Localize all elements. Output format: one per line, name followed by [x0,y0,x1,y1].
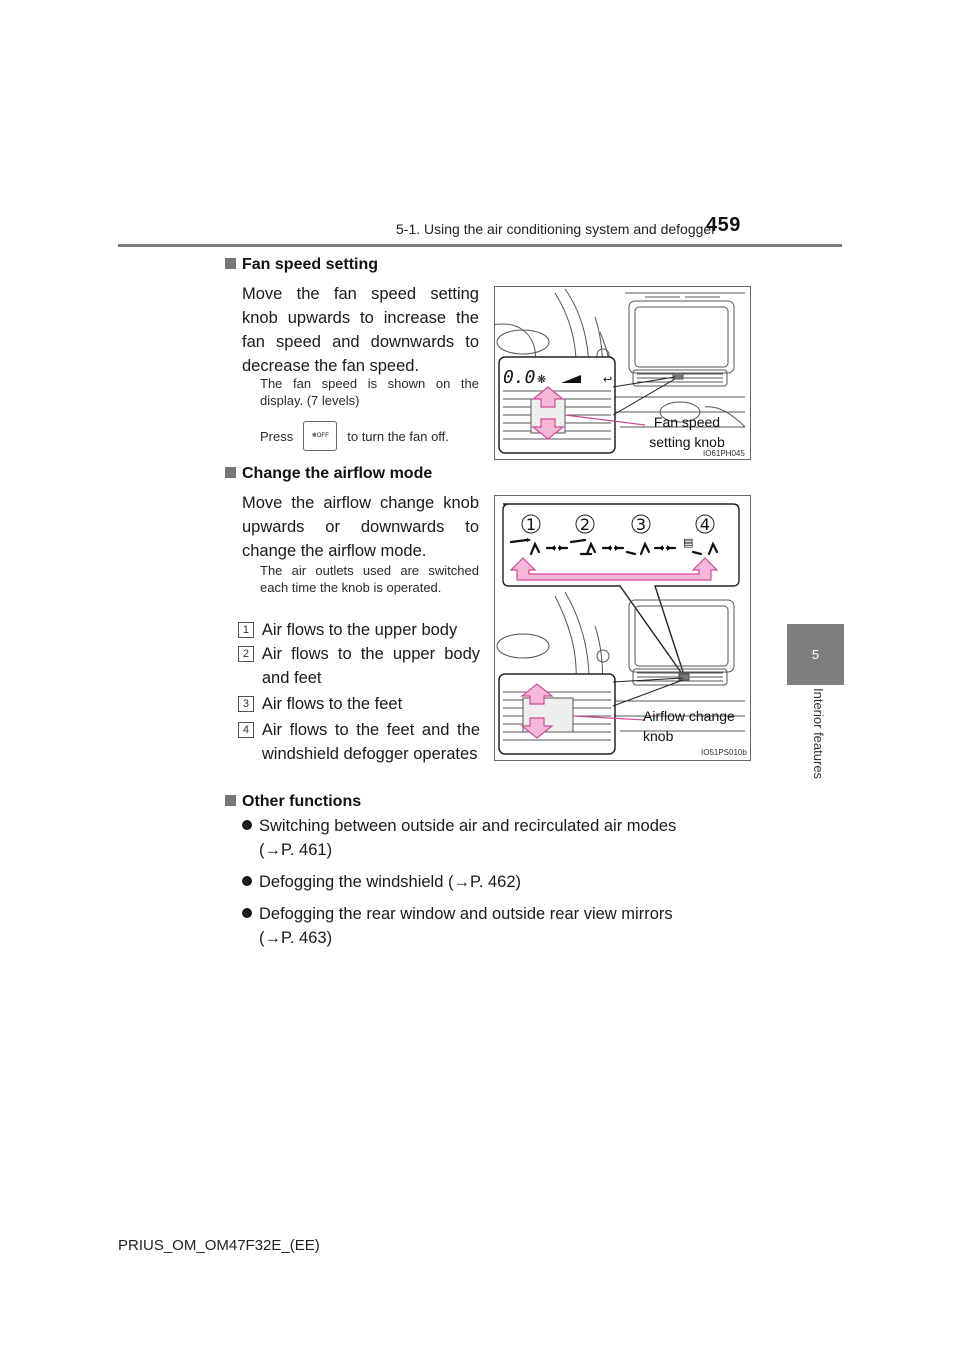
svg-text:↩: ↩ [603,373,613,386]
fan-speed-callout: Fan speed setting knob [649,414,725,450]
page-number: 459 [706,214,741,236]
list-item: 2 Air flows to the upper body and feet [238,642,480,690]
list-item: Defogging the rear window and outside rear view mirrors [242,902,762,926]
fan-off-button-icon: ❋OFF [303,421,337,451]
svg-text:1: 1 [525,515,537,534]
airflow-heading: Change the airflow mode [225,465,432,483]
fan-speed-heading: Fan speed setting [225,256,378,274]
other-functions-heading: Other functions [225,793,361,811]
airflow-body: Move the airflow change knob upwards or downwards to change the airflow mode. [242,494,479,560]
header-rule [118,244,842,247]
list-item: 1 Air flows to the upper body [238,618,480,642]
fan-off-instruction: Press ❋OFF to turn the fan off. [260,421,485,451]
square-bullet-icon [225,795,236,806]
fan-speed-note: The fan speed is shown on the display. (7 levels) [260,376,479,408]
chapter-title: Interior features [811,688,826,780]
display-reading: 0.0 [503,367,536,388]
svg-text:▤: ▤ [683,536,694,549]
list-item: 3 Air flows to the feet [238,692,480,716]
section-title: 5-1. Using the air conditioning system and defogger [396,221,716,237]
svg-text:3: 3 [635,515,647,534]
other-functions-list [242,814,762,950]
bullet-icon [242,876,252,886]
fan-speed-body: Move the fan speed setting knob upwards to increase the fan speed and downwards to decrease the fan speed. [242,285,479,375]
square-bullet-icon [225,258,236,269]
figure-code: IO51PS010b [701,748,747,757]
airflow-mode-list [238,618,480,766]
page-reference: (→P. 461) [259,841,333,859]
bullet-icon [242,908,252,918]
chapter-title-holder [810,688,834,808]
svg-text:4: 4 [699,515,711,534]
list-item: Switching between outside air and recirculated air modes [242,814,762,838]
bullet-icon [242,820,252,830]
chapter-tab [787,624,844,685]
page-reference: (→P. 463) [259,929,333,947]
list-item: 4 Air flows to the feet and the windshield defogger operates [238,718,480,766]
airflow-callout: Airflow change knob [643,708,735,744]
airflow-figure [494,495,751,761]
square-bullet-icon [225,467,236,478]
airflow-note: The air outlets used are switched each time the knob is operated. [260,563,479,595]
chapter-number: 5 [811,647,820,662]
document-code: PRIUS_OM_OM47F32E_(EE) [118,1237,320,1254]
svg-text:❋: ❋ [537,373,547,386]
figure-code: IO61PH045 [703,449,745,458]
fan-speed-figure [494,286,751,460]
svg-text:2: 2 [579,515,591,534]
list-item: Defogging the windshield (→P. 462) [242,870,762,894]
